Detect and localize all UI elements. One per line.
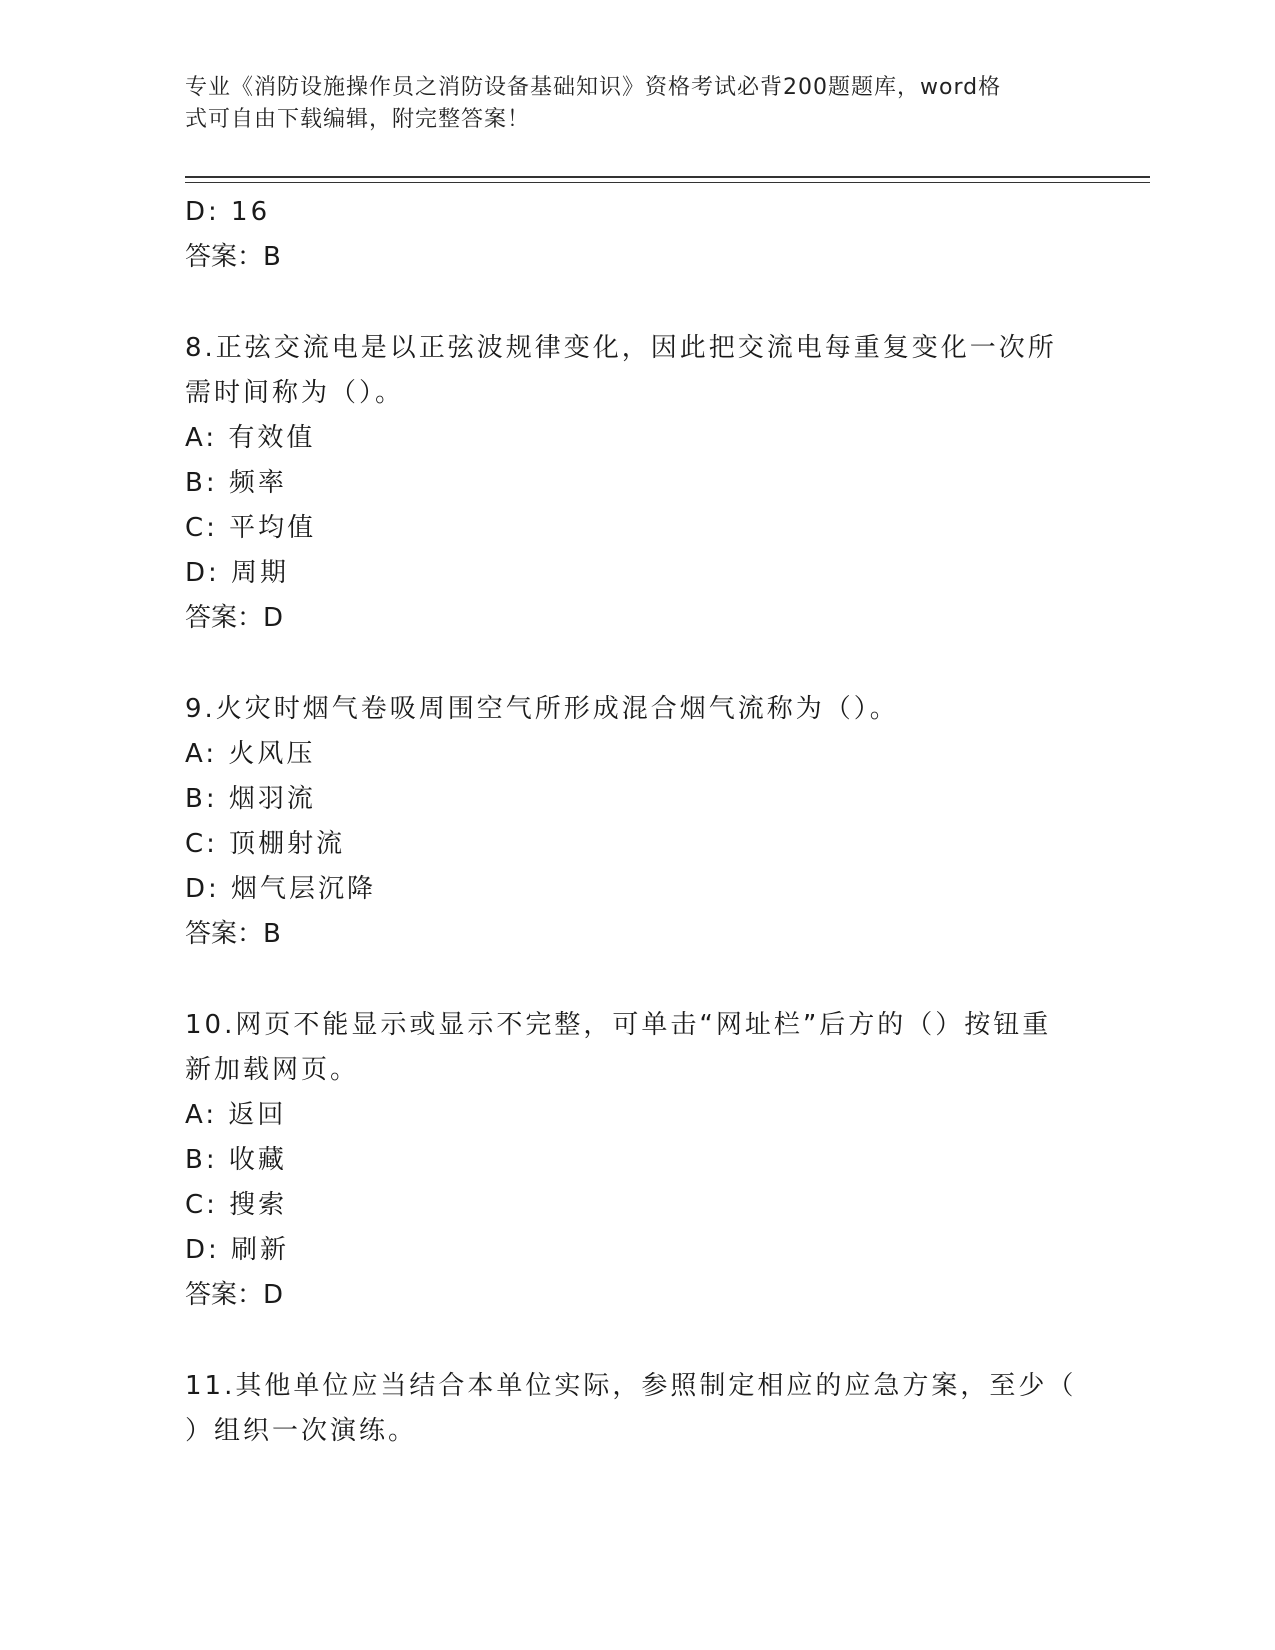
answer-label: 答案：B bbox=[185, 919, 281, 949]
option-d: D: 烟气层沉降 bbox=[185, 874, 377, 904]
question-block-9 bbox=[185, 687, 1085, 957]
option-d: D: 周期 bbox=[185, 558, 290, 588]
option-d: D: 刷新 bbox=[185, 1235, 290, 1265]
question-stem: 11.其他单位应当结合本单位实际，参照制定相应的应急方案，至少（ bbox=[185, 1371, 1077, 1401]
question-spacer bbox=[185, 641, 1085, 687]
question-block-7 bbox=[185, 190, 1085, 280]
option-c: C: 搜索 bbox=[185, 1190, 288, 1220]
option-c: C: 顶棚射流 bbox=[185, 829, 346, 859]
question-block-11 bbox=[185, 1364, 1085, 1454]
question-list bbox=[185, 190, 1085, 1454]
option-b: B: 频率 bbox=[185, 468, 287, 498]
document-header bbox=[185, 72, 1065, 136]
question-spacer bbox=[185, 1318, 1085, 1364]
answer-label: 答案：B bbox=[185, 242, 281, 272]
option-a: A: 有效值 bbox=[185, 423, 316, 453]
question-stem: 9.火灾时烟气卷吸周围空气所形成混合烟气流称为（）。 bbox=[185, 694, 899, 724]
question-spacer bbox=[185, 280, 1085, 326]
question-block-8 bbox=[185, 326, 1085, 641]
header-line-1: 专业《消防设施操作员之消防设备基础知识》资格考试必背200题题库，word格 bbox=[185, 75, 1002, 100]
option-b: B: 收藏 bbox=[185, 1145, 287, 1175]
option-d: D: 16 bbox=[185, 197, 271, 227]
option-b: B: 烟羽流 bbox=[185, 784, 316, 814]
question-spacer bbox=[185, 957, 1085, 1003]
option-a: A: 火风压 bbox=[185, 739, 316, 769]
question-stem: 10.网页不能显示或显示不完整，可单击“网址栏”后方的（）按钮重 bbox=[185, 1010, 1052, 1040]
header-line-2: 式可自由下载编辑，附完整答案！ bbox=[185, 107, 531, 132]
question-stem: 新加载网页。 bbox=[185, 1055, 360, 1085]
header-divider-thick bbox=[185, 176, 1150, 178]
question-stem: 需时间称为（）。 bbox=[185, 378, 405, 408]
answer-label: 答案：D bbox=[185, 1280, 284, 1310]
option-c: C: 平均值 bbox=[185, 513, 317, 543]
answer-label: 答案：D bbox=[185, 603, 284, 633]
question-block-10 bbox=[185, 1003, 1085, 1318]
question-stem: ）组织一次演练。 bbox=[185, 1416, 418, 1446]
question-stem: 8.正弦交流电是以正弦波规律变化，因此把交流电每重复变化一次所 bbox=[185, 333, 1057, 363]
option-a: A: 返回 bbox=[185, 1100, 287, 1130]
header-divider-thin bbox=[185, 182, 1150, 183]
